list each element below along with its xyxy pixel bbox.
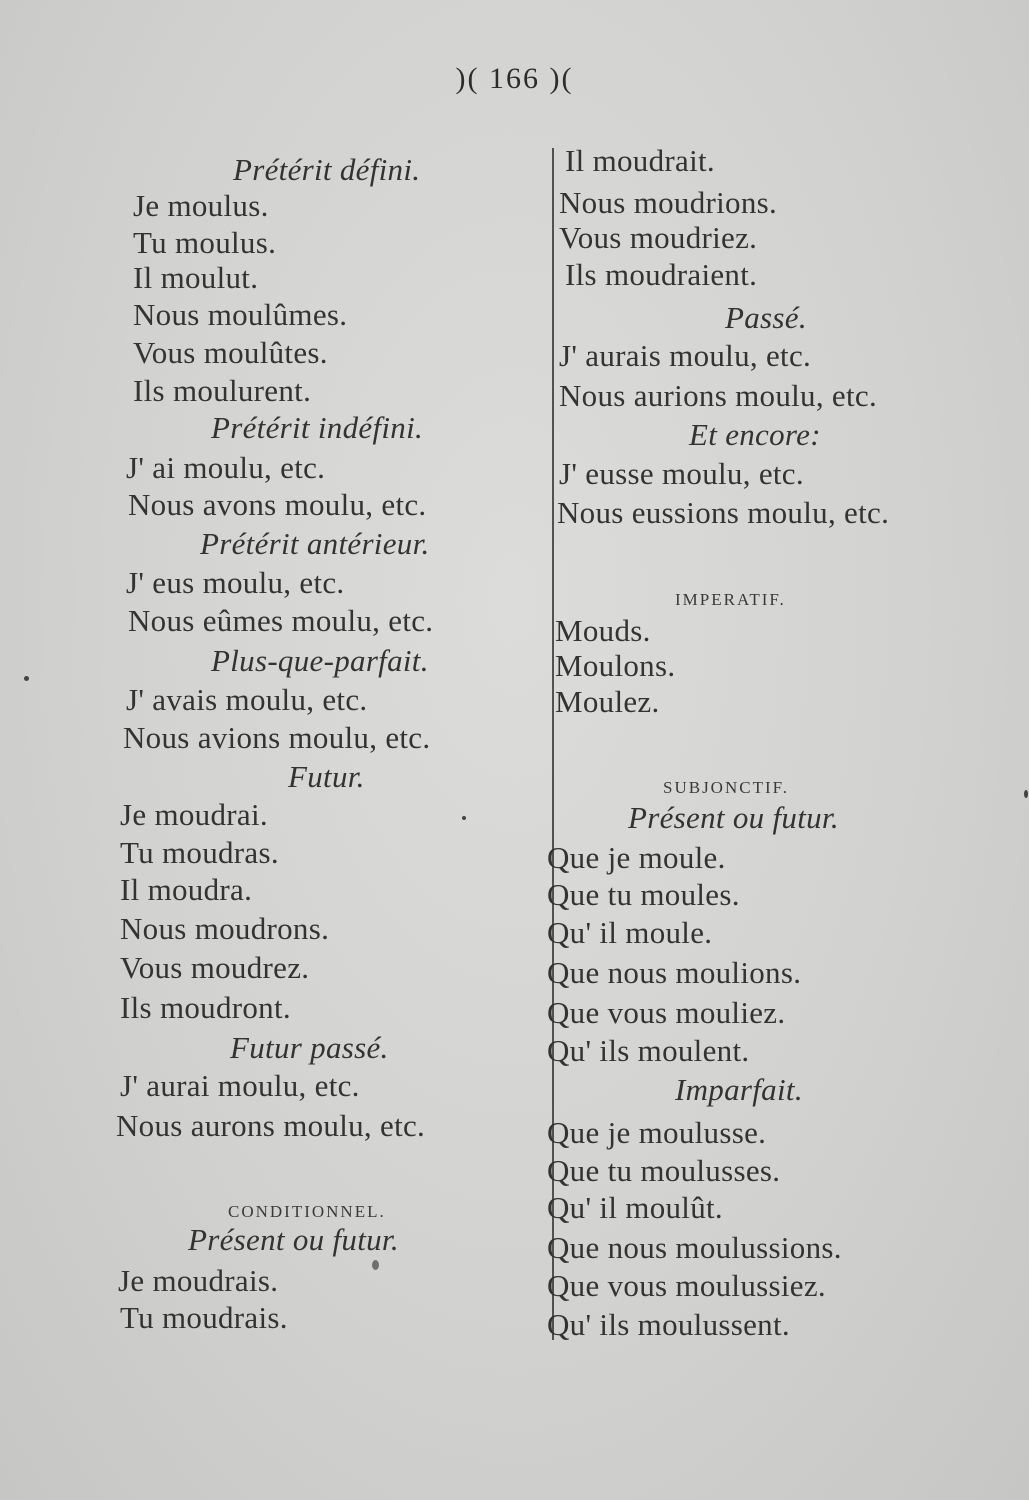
conjugation-line: Que nous moulions. <box>547 955 802 990</box>
mood-heading: IMPERATIF. <box>675 590 786 609</box>
print-speck <box>462 816 466 820</box>
conjugation-line: Tu moudras. <box>120 835 279 870</box>
conjugation-line: Vous moudriez. <box>559 220 758 255</box>
mood-heading: SUBJONCTIF. <box>663 778 789 797</box>
conjugation-line: J' ai moulu, etc. <box>126 450 326 485</box>
tense-heading: Plus-que-parfait. <box>211 643 429 678</box>
print-speck <box>1024 790 1028 798</box>
conjugation-line: Nous eûmes moulu, etc. <box>128 603 434 638</box>
conjugation-line: Je moudrai. <box>120 797 268 832</box>
conjugation-line: Que vous moulussiez. <box>547 1268 826 1303</box>
conjugation-line: Nous avions moulu, etc. <box>123 720 431 755</box>
conjugation-line: Qu' il moulût. <box>547 1190 723 1225</box>
conjugation-line: Nous moulûmes. <box>133 297 348 332</box>
conjugation-line: Que nous moulussions. <box>547 1230 842 1265</box>
conjugation-line: J' aurais moulu, etc. <box>559 338 812 373</box>
conjugation-line: Nous moudrions. <box>559 185 778 220</box>
conjugation-line: J' avais moulu, etc. <box>126 682 368 717</box>
conjugation-line: Ils moulurent. <box>133 373 312 408</box>
conjugation-line: Tu moulus. <box>133 225 277 260</box>
conjugation-line: Tu moudrais. <box>120 1300 288 1335</box>
conjugation-line: Il moudra. <box>120 872 253 907</box>
conjugation-line: Moulez. <box>555 684 660 719</box>
conjugation-line: Nous avons moulu, etc. <box>128 487 427 522</box>
conjugation-line: Nous eussions moulu, etc. <box>557 495 890 530</box>
tense-heading: Passé. <box>725 300 807 335</box>
print-speck <box>24 676 29 681</box>
print-speck <box>372 1260 379 1270</box>
conjugation-line: Ils moudront. <box>120 990 291 1025</box>
mood-heading: CONDITIONNEL. <box>228 1202 386 1221</box>
conjugation-line: Qu' ils moulussent. <box>547 1307 790 1342</box>
conjugation-line: Il moudrait. <box>565 143 715 178</box>
tense-heading: Futur. <box>288 759 365 794</box>
tense-heading: Présent ou futur. <box>188 1222 399 1257</box>
conjugation-line: Il moulut. <box>133 260 259 295</box>
tense-heading: Prétérit défini. <box>233 152 421 187</box>
conjugation-line: Je moulus. <box>133 188 269 223</box>
conjugation-line: Que je moule. <box>547 840 726 875</box>
conjugation-line: Qu' ils moulent. <box>547 1033 750 1068</box>
conjugation-line: Vous moudrez. <box>120 950 310 985</box>
tense-heading: Et encore: <box>689 417 821 452</box>
conjugation-line: Nous aurions moulu, etc. <box>559 378 878 413</box>
conjugation-line: Que tu moules. <box>547 877 740 912</box>
tense-heading: Imparfait. <box>675 1072 803 1107</box>
conjugation-line: Nous aurons moulu, etc. <box>116 1108 426 1143</box>
conjugation-line: Que je moulusse. <box>547 1115 767 1150</box>
conjugation-line: Que vous mouliez. <box>547 995 786 1030</box>
conjugation-line: Mouds. <box>555 613 651 648</box>
tense-heading: Futur passé. <box>230 1030 389 1065</box>
tense-heading: Prétérit antérieur. <box>200 526 430 561</box>
conjugation-line: Qu' il moule. <box>547 915 713 950</box>
conjugation-line: Ils moudraient. <box>565 257 758 292</box>
tense-heading: Prétérit indéfini. <box>211 410 424 445</box>
page-number: )( 166 )( <box>455 62 574 95</box>
conjugation-line: Vous moulûtes. <box>133 335 328 370</box>
conjugation-line: Je moudrais. <box>118 1263 279 1298</box>
conjugation-line: Que tu moulusses. <box>547 1153 781 1188</box>
conjugation-line: Nous moudrons. <box>120 911 330 946</box>
tense-heading: Présent ou futur. <box>628 800 839 835</box>
conjugation-line: Moulons. <box>555 648 676 683</box>
conjugation-line: J' eusse moulu, etc. <box>559 456 804 491</box>
conjugation-line: J' aurai moulu, etc. <box>120 1068 360 1103</box>
conjugation-line: J' eus moulu, etc. <box>126 565 345 600</box>
